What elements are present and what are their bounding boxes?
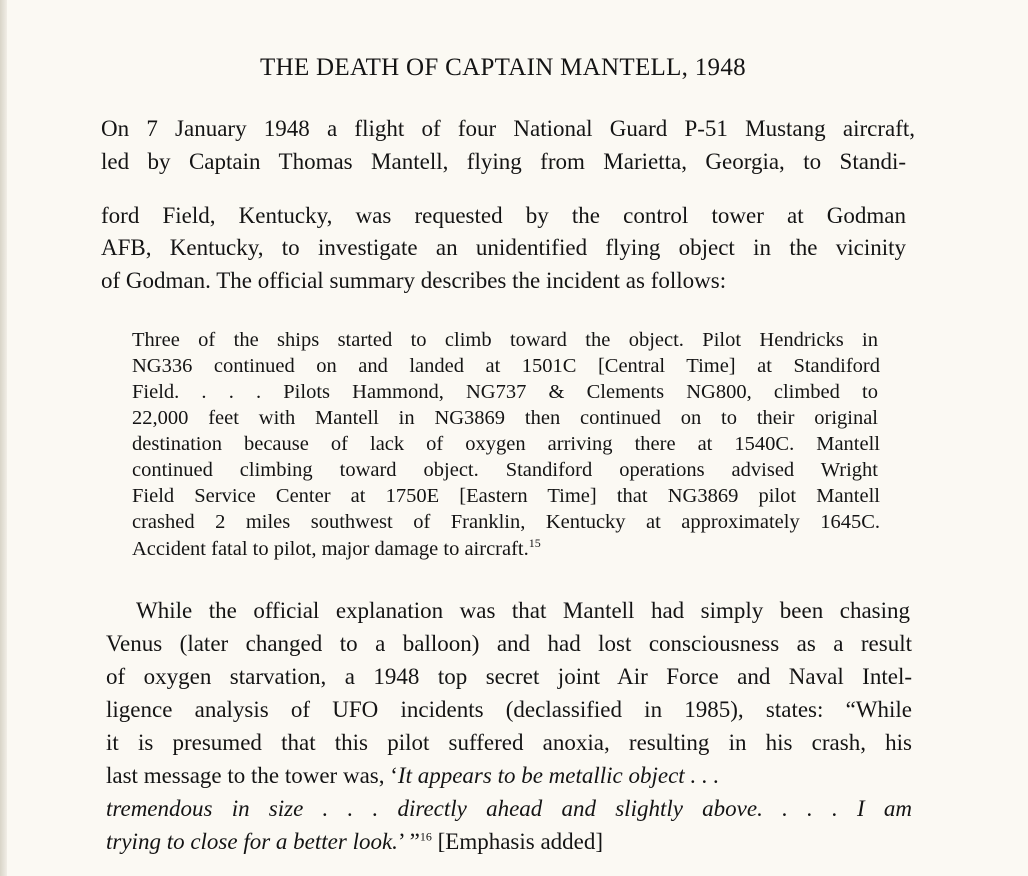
chapter-title: THE DEATH OF CAPTAIN MANTELL, 1948 (260, 54, 746, 81)
paragraph-1-line-4: AFB, Kentucky, to investigate an unidentified flying object in the vicinity (101, 235, 906, 260)
footnote-marker-15: 15 (528, 536, 541, 551)
paragraph-2-line-6-roman: last message to the tower was, ‘ (106, 763, 398, 788)
quote-line-9 (132, 538, 541, 561)
quote-line-1: Three of the ships started to climb toward the object. Pilot Hendricks in (132, 329, 878, 351)
closing-quote-marks: ’ ” (397, 829, 420, 854)
paragraph-1-line-1: On 7 January 1948 a flight of four National Guard P-51 Mustang aircraft, (101, 116, 915, 141)
emphasized-quote-part-2: tremendous in size . . . directly ahead and slightly above. . . . I am (106, 796, 912, 821)
quote-line-8: crashed 2 miles southwest of Franklin, Kentucky at approximately 1645C. (132, 511, 880, 533)
paragraph-2-line-4: ligence analysis of UFO incidents (declassified in 1985), states: “While (106, 697, 912, 722)
quote-line-2: NG336 continued on and landed at 1501C [Central Time] at Standiford (132, 355, 880, 377)
paragraph-1-line-5: of Godman. The official summary describes the incident as follows: (101, 268, 727, 293)
paragraph-1-line-3: ford Field, Kentucky, was requested by the control tower at Godman (101, 203, 906, 228)
paragraph-2-line-5: it is presumed that this pilot suffered anoxia, resulting in his crash, his (106, 730, 912, 755)
quote-line-6: continued climbing toward object. Standiford operations advised Wright (132, 459, 878, 481)
quote-line-5: destination because of lack of oxygen arriving there at 1540C. Mantell (132, 433, 880, 455)
page-binding-edge (0, 0, 7, 876)
quote-line-4: 22,000 feet with Mantell in NG3869 then continued on to their original (132, 407, 878, 429)
paragraph-1-line-2: led by Captain Thomas Mantell, flying from Marietta, Georgia, to Standi- (101, 149, 906, 174)
paragraph-2-line-6 (106, 763, 719, 789)
emphasized-quote-part-1: It appears to be metallic object . . . (397, 763, 720, 788)
paragraph-2-line-7 (106, 796, 912, 822)
footnote-marker-16: 16 (419, 829, 432, 844)
paragraph-2-line-3: of oxygen starvation, a 1948 top secret joint Air Force and Naval Intel- (106, 664, 912, 689)
quote-line-9-text: Accident fatal to pilot, major damage to aircraft. (132, 538, 529, 560)
paragraph-2-line-8 (106, 829, 603, 855)
quote-line-7: Field Service Center at 1750E [Eastern Time] that NG3869 pilot Mantell (132, 485, 880, 507)
paragraph-2-line-2: Venus (later changed to a balloon) and had lost consciousness as a result (106, 631, 912, 656)
emphasis-note: [Emphasis added] (431, 829, 604, 854)
paragraph-2-line-1: While the official explanation was that Mantell had simply been chasing (136, 598, 910, 623)
quote-line-3: Field. . . . Pilots Hammond, NG737 & Clements NG800, climbed to (132, 381, 878, 403)
emphasized-quote-part-3: trying to close for a better look. (106, 829, 398, 854)
